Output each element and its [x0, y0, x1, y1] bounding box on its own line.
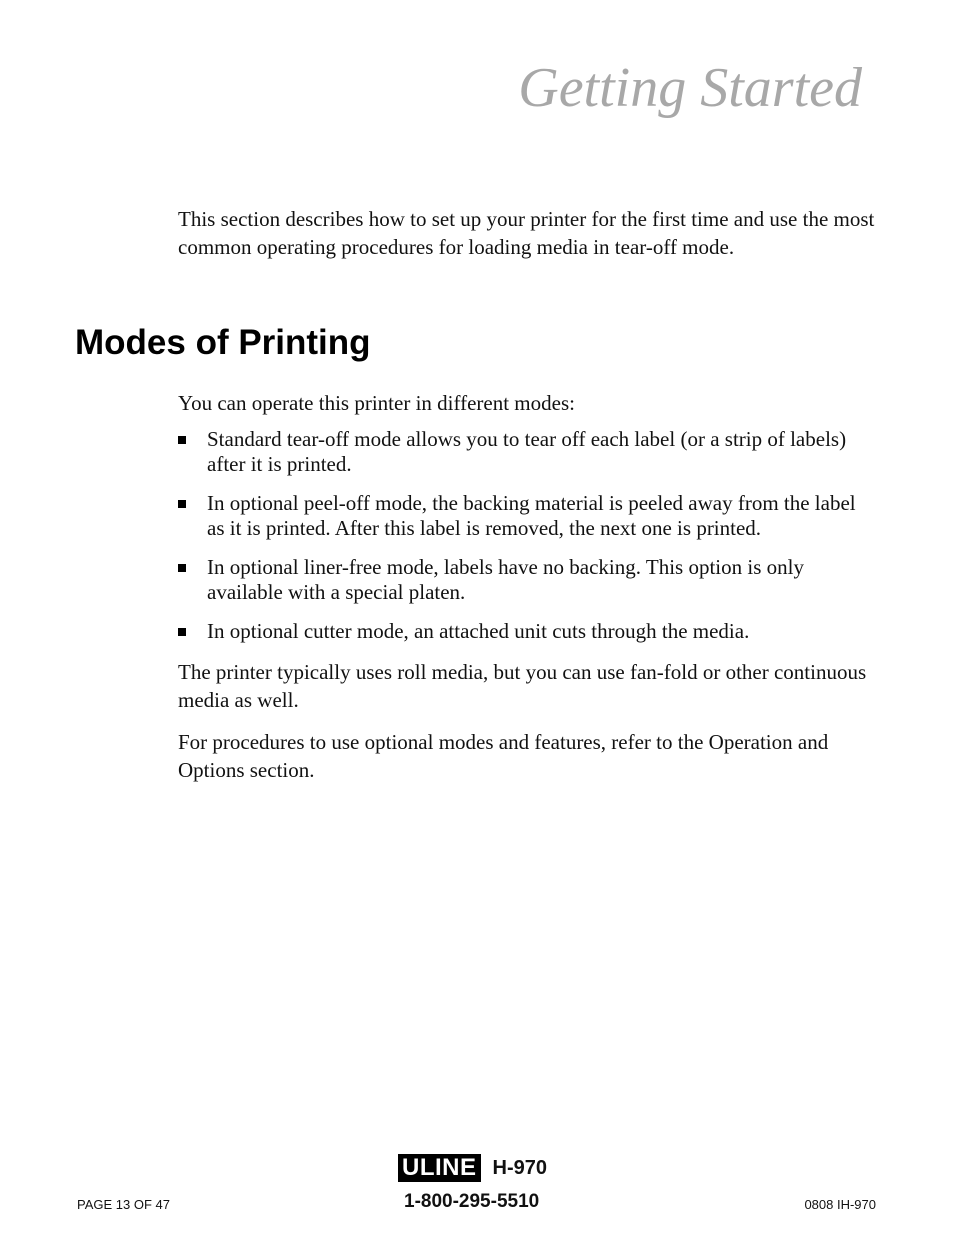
uline-logo: ULINE: [398, 1154, 481, 1182]
body-paragraph: For procedures to use optional modes and features, refer to the Operation and Options section.: [178, 730, 829, 782]
list-item: [178, 619, 878, 644]
model-number: H-970: [492, 1156, 547, 1179]
list-item: [178, 427, 878, 477]
list-item-text: In optional liner-free mode, labels have no backing. This option is only available with a special platen.: [207, 555, 804, 604]
list-item-text: In optional cutter mode, an attached unit cuts through the media.: [207, 619, 750, 643]
body-paragraph: The printer typically uses roll media, but you can use fan-fold or other continuous media as well.: [178, 660, 867, 712]
section-lead: You can operate this printer in different modes:: [178, 391, 575, 415]
square-bullet-icon: [178, 564, 186, 572]
list-item: [178, 555, 878, 605]
section-heading: Modes of Printing: [75, 323, 371, 362]
list-item: [178, 491, 878, 541]
footer-brand: [398, 1154, 547, 1182]
intro-paragraph: This section describes how to set up your printer for the first time and use the most common operating procedures for loading media in tear-off mode.: [178, 207, 875, 259]
page-number: PAGE 13 OF 47: [77, 1197, 170, 1212]
modes-list: [178, 427, 878, 644]
phone-number: 1-800-295-5510: [404, 1191, 540, 1212]
list-item-text: Standard tear-off mode allows you to tear off each label (or a strip of labels) after it is printed.: [207, 427, 847, 476]
square-bullet-icon: [178, 628, 186, 636]
chapter-title: Getting Started: [518, 57, 862, 119]
document-code: 0808 IH-970: [804, 1197, 876, 1212]
square-bullet-icon: [178, 500, 186, 508]
square-bullet-icon: [178, 436, 186, 444]
section-body: [178, 389, 878, 798]
list-item-text: In optional peel-off mode, the backing material is peeled away from the label as it is printed. After this label is removed, the next one is printed.: [207, 491, 856, 540]
